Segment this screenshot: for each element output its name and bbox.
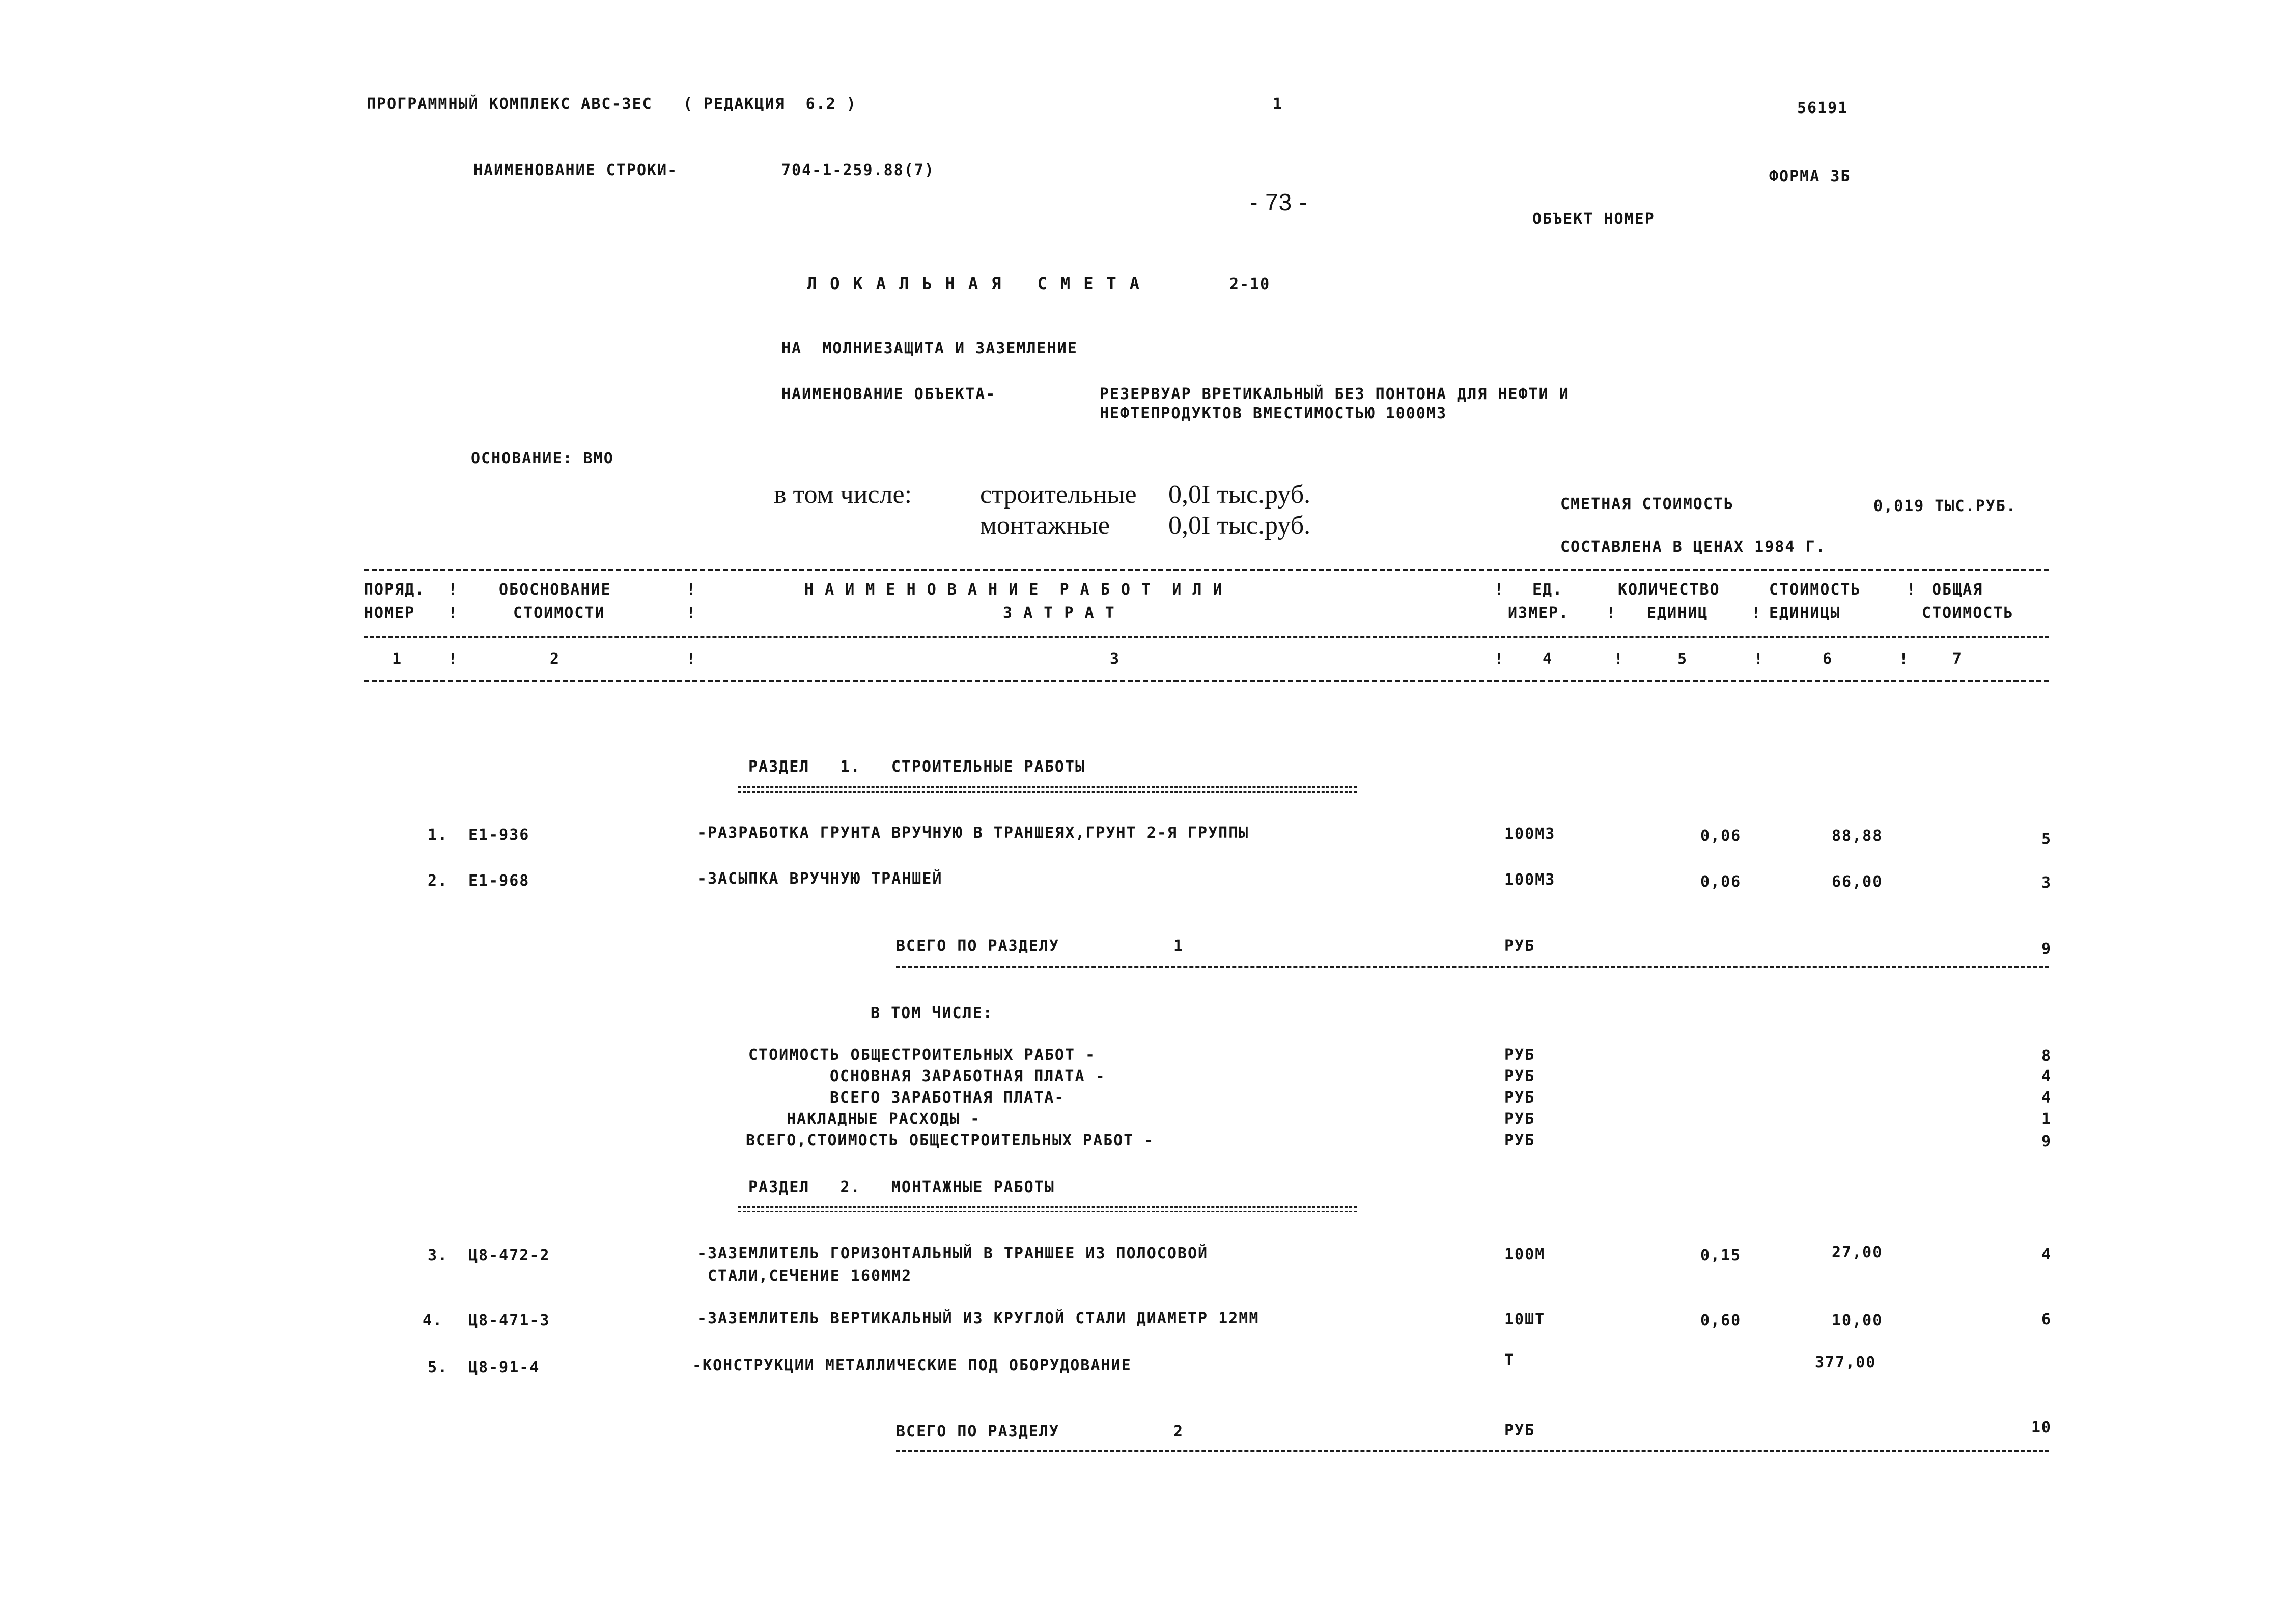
col-sep: ! (686, 604, 697, 622)
row-code: Ц8-471-3 (468, 1312, 550, 1330)
col-sep: ! (448, 650, 459, 668)
col-sep: ! (686, 581, 697, 599)
col-total-header: ОБЩАЯ (1932, 581, 1983, 599)
row-number: 2. (428, 872, 449, 890)
row-unit: 100М3 (1504, 871, 1556, 889)
construction-label: строительные (980, 480, 1137, 509)
row-name-label: НАИМЕНОВАНИЕ СТРОКИ- (473, 161, 678, 179)
row-work-name: -ЗАЗЕМЛИТЕЛЬ ГОРИЗОНТАЛЬНЫЙ В ТРАНШЕЕ ИЗ ПОЛОСОВОЙ (697, 1245, 1209, 1262)
col-unit-header-2: ИЗМЕР. (1508, 604, 1570, 622)
installation-label: монтажные (980, 511, 1110, 540)
col-num-3: 3 (1110, 650, 1121, 668)
section-1-total-number: 1 (1173, 937, 1184, 955)
sheet-number: 1 (1273, 95, 1283, 113)
row-price: 10,00 (1832, 1312, 1883, 1330)
section-1-total-value: 9 (2041, 940, 2052, 958)
col-sep: ! (1899, 650, 1910, 668)
col-name-header-2: З А Т Р А Т (1003, 604, 1115, 622)
row-price: 27,00 (1832, 1244, 1883, 1261)
estimate-title: ЛОКАЛЬНАЯ СМЕТА (807, 274, 1153, 293)
breakdown-unit: РУБ (1504, 1046, 1535, 1064)
object-label: НАИМЕНОВАНИЕ ОБЪЕКТА- (781, 385, 996, 403)
row-work-name: -КОНСТРУКЦИИ МЕТАЛЛИЧЕСКИЕ ПОД ОБОРУДОВАНИЕ (692, 1357, 1132, 1374)
object-name-line2: НЕФТЕПРОДУКТОВ ВМЕСТИМОСТЬЮ 1000М3 (1100, 405, 1447, 422)
row-price: 377,00 (1815, 1353, 1877, 1371)
col-num-5: 5 (1677, 650, 1688, 668)
row-qty: 0,15 (1700, 1247, 1742, 1264)
breakdown-unit: РУБ (1504, 1089, 1535, 1107)
section-2-total-number: 2 (1173, 1423, 1184, 1441)
col-sep: ! (1614, 650, 1625, 668)
row-work-name: -ЗАЗЕМЛИТЕЛЬ ВЕРТИКАЛЬНЫЙ ИЗ КРУГЛОЙ СТАЛИ ДИАМЕТР 12ММ (697, 1310, 1259, 1328)
section-2-total-unit: РУБ (1504, 1422, 1535, 1440)
col-unit-header: ЕД. (1532, 581, 1563, 599)
breakdown-label: ОСНОВНАЯ ЗАРАБОТНАЯ ПЛАТА - (830, 1067, 1106, 1085)
row-unit: 100М (1504, 1246, 1546, 1263)
section-1-underline (738, 786, 1357, 793)
row-number: 4. (423, 1312, 443, 1330)
row-total: 6 (2041, 1311, 2052, 1329)
row-unit: 100М3 (1504, 825, 1556, 843)
col-sep: ! (1494, 650, 1505, 668)
col-basis-header-2: СТОИМОСТИ (513, 604, 605, 622)
col-sep: ! (1606, 604, 1617, 622)
row-total: 3 (2041, 874, 2052, 892)
section-1-total-unit: РУБ (1504, 937, 1535, 955)
estimate-subject: НА МОЛНИЕЗАЩИТА И ЗАЗЕМЛЕНИЕ (781, 340, 1078, 357)
page-number: - 73 - (1250, 189, 1308, 215)
breakdown-value: 1 (2041, 1110, 2052, 1128)
col-sep: ! (686, 650, 697, 668)
installation-value: 0,0I тыс.руб. (1168, 511, 1311, 540)
row-number: 1. (428, 826, 449, 844)
prices-note: СОСТАВЛЕНА В ЦЕНАХ 1984 Г. (1560, 538, 1826, 556)
row-qty: 0,06 (1700, 827, 1742, 845)
col-sep: ! (1907, 581, 1917, 599)
row-qty: 0,60 (1700, 1312, 1742, 1330)
col-num-1: 1 (392, 650, 403, 668)
breakdown-unit: РУБ (1504, 1110, 1535, 1128)
document-code: 56191 (1797, 99, 1849, 117)
col-sep: ! (448, 604, 459, 622)
row-code: Е1-968 (468, 872, 530, 890)
section-2-total-value: 10 (2031, 1419, 2052, 1436)
col-sep: ! (1494, 581, 1505, 599)
row-price: 88,88 (1832, 827, 1883, 845)
section-2-title: РАЗДЕЛ 2. МОНТАЖНЫЕ РАБОТЫ (748, 1178, 1055, 1196)
section-1-total-rule (896, 966, 2049, 968)
col-total-header-2: СТОИМОСТЬ (1922, 604, 2014, 622)
col-num-7: 7 (1952, 650, 1963, 668)
breakdown-unit: РУБ (1504, 1067, 1535, 1085)
row-price: 66,00 (1832, 873, 1883, 891)
col-num-6: 6 (1823, 650, 1833, 668)
row-work-name-cont: СТАЛИ,СЕЧЕНИЕ 160ММ2 (708, 1267, 912, 1285)
including-label: в том числе: (774, 480, 912, 509)
breakdown-label: ВСЕГО ЗАРАБОТНАЯ ПЛАТА- (830, 1089, 1065, 1107)
row-number: 3. (428, 1247, 449, 1264)
breakdown-value: 4 (2041, 1067, 2052, 1085)
estimate-number: 2-10 (1229, 275, 1271, 293)
row-name-value: 704-1-259.88(7) (781, 161, 935, 179)
row-work-name: -РАЗРАБОТКА ГРУНТА ВРУЧНУЮ В ТРАНШЕЯХ,ГРУНТ 2-Я ГРУППЫ (697, 824, 1249, 842)
section-1-total-label: ВСЕГО ПО РАЗДЕЛУ (896, 937, 1059, 955)
breakdown-label: НАКЛАДНЫЕ РАСХОДЫ - (787, 1110, 981, 1128)
section-1-including: В ТОМ ЧИСЛЕ: (871, 1004, 993, 1022)
header-mid-rule (364, 636, 2049, 638)
section-1-title: РАЗДЕЛ 1. СТРОИТЕЛЬНЫЕ РАБОТЫ (748, 758, 1086, 776)
col-price-header: СТОИМОСТЬ (1769, 581, 1861, 599)
row-total: 4 (2041, 1246, 2052, 1263)
row-total: 5 (2041, 830, 2052, 848)
section-2-total-rule (896, 1450, 2049, 1452)
col-basis-header: ОБОСНОВАНИЕ (499, 581, 611, 599)
col-num-4: 4 (1543, 650, 1553, 668)
row-qty: 0,06 (1700, 873, 1742, 891)
object-number-label: ОБЪЕКТ НОМЕР (1532, 210, 1655, 228)
col-sep: ! (1751, 604, 1762, 622)
section-2-underline (738, 1206, 1357, 1212)
col-price-header-2: ЕДИНИЦЫ (1769, 604, 1841, 622)
col-qty-header-2: ЕДИНИЦ (1647, 604, 1709, 622)
breakdown-value: 9 (2041, 1133, 2052, 1150)
basis: ОСНОВАНИЕ: ВМО (471, 449, 614, 467)
object-name-line1: РЕЗЕРВУАР ВРЕТИКАЛЬНЫЙ БЕЗ ПОНТОНА ДЛЯ НЕФТИ И (1100, 385, 1570, 403)
breakdown-unit: РУБ (1504, 1132, 1535, 1149)
row-work-name: -ЗАСЫПКА ВРУЧНУЮ ТРАНШЕЙ (697, 870, 943, 888)
header-bottom-rule (364, 680, 2049, 682)
breakdown-value: 4 (2041, 1089, 2052, 1107)
estimated-cost-label: СМЕТНАЯ СТОИМОСТЬ (1560, 495, 1734, 513)
row-code: Ц8-91-4 (468, 1359, 540, 1376)
row-code: Ц8-472-2 (468, 1247, 550, 1264)
row-unit: Т (1504, 1351, 1515, 1369)
estimated-cost-value: 0,019 ТЫС.РУБ. (1873, 497, 2017, 515)
table-top-rule (364, 569, 2049, 571)
construction-value: 0,0I тыс.руб. (1168, 480, 1311, 509)
row-code: Е1-936 (468, 826, 530, 844)
col-name-header: Н А И М Е Н О В А Н И Е Р А Б О Т И Л И (804, 581, 1223, 599)
breakdown-label: ВСЕГО,СТОИМОСТЬ ОБЩЕСТРОИТЕЛЬНЫХ РАБОТ - (746, 1132, 1155, 1149)
col-order-header: ПОРЯД. (364, 581, 426, 599)
row-number: 5. (428, 1359, 449, 1376)
section-2-total-label: ВСЕГО ПО РАЗДЕЛУ (896, 1423, 1059, 1441)
col-qty-header: КОЛИЧЕСТВО (1618, 581, 1720, 599)
form-label: ФОРМА 3Б (1769, 167, 1851, 185)
breakdown-value: 8 (2041, 1047, 2052, 1065)
breakdown-label: СТОИМОСТЬ ОБЩЕСТРОИТЕЛЬНЫХ РАБОТ - (748, 1046, 1096, 1064)
col-num-2: 2 (550, 650, 561, 668)
program-name: ПРОГРАММНЫЙ КОМПЛЕКС АВС-ЗЕС ( РЕДАКЦИЯ 6.2 ) (367, 95, 857, 113)
row-unit: 10ШТ (1504, 1311, 1546, 1329)
col-order-header-2: НОМЕР (364, 604, 415, 622)
col-sep: ! (1754, 650, 1765, 668)
col-sep: ! (448, 581, 459, 599)
